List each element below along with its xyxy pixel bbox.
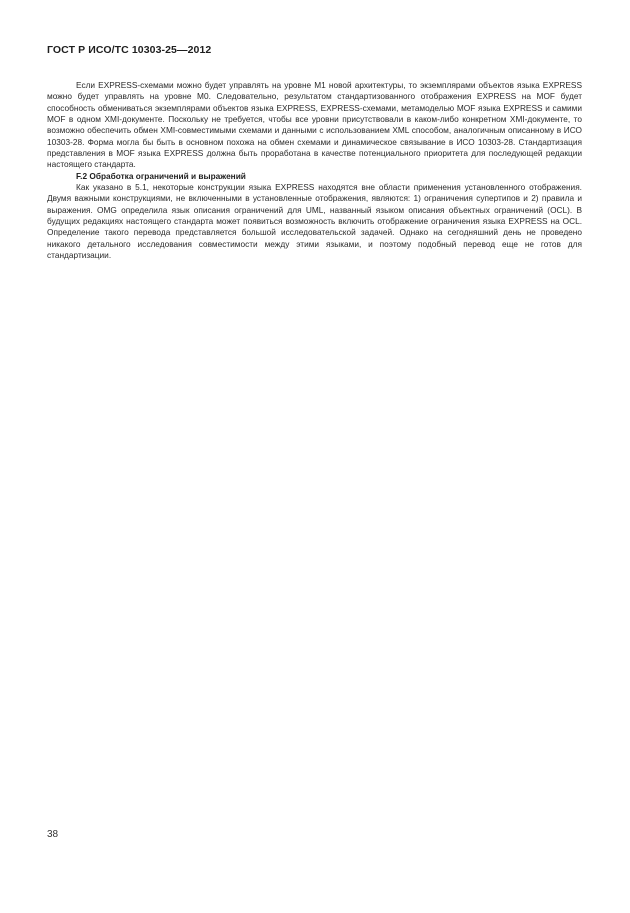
paragraph-express-mof: Если EXPRESS-схемами можно будет управлять на уровне M1 новой архитектуры, то экземплярами объектов языка EXPRESS можно будет управлять на уровне M0. Следовательно, результатом стандартизованного отображения EXPRESS на MOF будет способность обмениваться экземплярами объектов языка EXPRESS, EXPRESS-схемами, метамоделью MOF языка EXPRESS и самими MOF в одном XMI-документе. Поскольку не требуется, чтобы все уровни присутствовали в каком-либо конкретном XMI-документе, то возможно обеспечить обмен XMI-совместимыми схемами и данными с использованием XML способом, аналогичным описанному в ИСО 10303-28. Форма могла бы быть в основном похожа на обмен схемами и динамическое связывание в ИСО 10303-28. Стандартизация представления в MOF языка EXPRESS должна быть проработана в качестве потенциального приоритета для последующей редакции настоящего стандарта. (47, 80, 582, 170)
page-number: 38 (47, 829, 59, 840)
section-heading-f2: F.2 Обработка ограничений и выражений (76, 170, 246, 181)
document-header: ГОСТ Р ИСО/ТС 10303-25—2012 (47, 44, 212, 56)
paragraph-constraints: Как указано в 5.1, некоторые конструкции языка EXPRESS находятся вне области применения установленного отображения. Двумя важными конструкциями, не включенными в установленные отображения, являются: 1) ограничения супертипов и 2) правила и выражения. OMG определила язык описания ограничений для UML, названный языком описания объектных ограничений (OCL). В будущих редакциях настоящего стандарта может появиться возможность включить отображение ограничения языка EXPRESS на OCL. Определение такого перевода представляется большой исследовательской задачей. Однако на сегодняшний день не проведено никакого детального исследования совместимости между этими языками, и поэтому подобный перевод еще не готов для стандартизации. (47, 182, 582, 261)
document-body (47, 80, 582, 262)
